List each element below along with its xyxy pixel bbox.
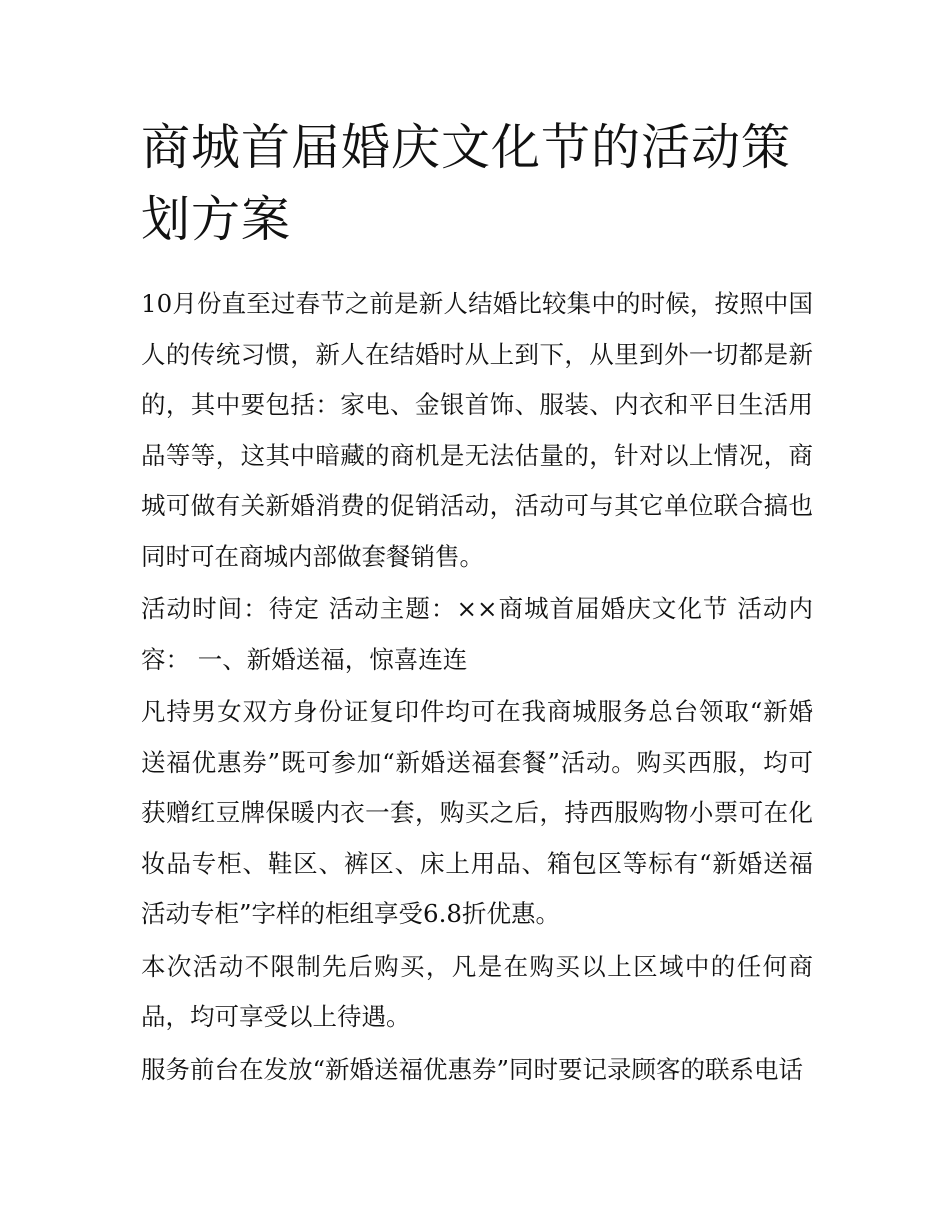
paragraph-no-order-limit: 本次活动不限制先后购买，凡是在购买以上区域中的任何商品，均可享受以上待遇。 — [141, 951, 813, 1031]
paragraph-coupon-details: 凡持男女双方身份证复印件均可在我商城服务总台领取“新婚送福优惠券”既可参加“新婚送福套餐”活动。购买西服，均可获赠红豆牌保暖内衣一套，购买之后，持西服购物小票可在化妆品专柜、鞋区、裤区、床上用品、箱包区等标有“新婚送福活动专柜”字样的柜组享受6.8折优惠。 — [141, 697, 813, 928]
document-title: 商城首届婚庆文化节的活动策划方案 — [141, 119, 792, 248]
document-body — [141, 279, 813, 1097]
paragraph-intro: 10月份直至过春节之前是新人结婚比较集中的时候，按照中国人的传统习惯，新人在结婚时从上到下，从里到外一切都是新的，其中要包括：家电、金银首饰、服装、内衣和平日生活用品等等，这其中暗藏的商机是无法估量的，针对以上情况，商城可做有关新婚消费的促销活动，活动可与其它单位联合搞也同时可在商城内部做套餐销售。 — [141, 289, 813, 571]
paragraph-front-desk: 服务前台在发放“新婚送福优惠券”同时要记录顾客的联系电话 — [141, 1054, 804, 1084]
paragraph-activity-info: 活动时间：待定 活动主题：××商城首届婚庆文化节 活动内容： 一、新婚送福，惊喜连连 — [141, 594, 813, 674]
